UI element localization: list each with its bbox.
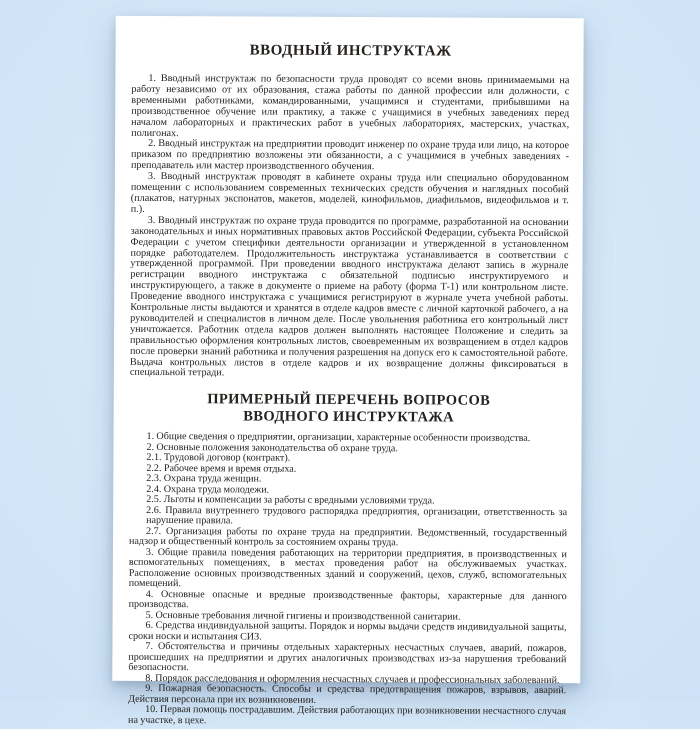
document-title: ВВОДНЫЙ ИНСТРУКТАЖ <box>249 42 452 60</box>
list-item: 3. Общие правила поведения работающих на территории предприятия, в производственных и вспомогательных помещениях, в местах проведения работ на обслуживаемых участках. Расположение основных производственных зданий и сооружений, цехов, служб, вспомогательных помещений. <box>128 546 567 590</box>
section-title: ПРИМЕРНЫЙ ПЕРЕЧЕНЬ ВОПРОСОВ ВВОДНОГО ИНСТРУКТАЖА <box>207 391 491 426</box>
list-item: 2.3. Охрана труда женщин. <box>146 473 262 485</box>
list-item: 4. Основные опасные и вредные производственные факторы, характерные для данного производства. <box>128 588 567 611</box>
list-item: 1. Общие сведения о предприятии, организации, характерные особенности производства. <box>146 431 531 445</box>
paragraph-2: 2. Вводный инструктаж на предприятии проводит инженер по охране труда или лицо, на которое приказом по предприятию возложены эти обязанности, а с учащимися в учебных заведениях - преподаватель или мастер производственного обучения. <box>130 138 570 173</box>
list-item: 2.4. Охрана труда молодежи. <box>146 483 270 496</box>
list-item: 6. Средства индивидуальной защиты. Порядок и нормы выдачи средств индивидуальной защиты, сроки носки и испытания СИЗ. <box>128 620 567 643</box>
list-item: 5. Основные требования личной гигиены и производственной санитарии. <box>145 609 461 623</box>
list-item: 2.7. Организация работы по охране труда на предприятии. Ведомственный, государственный надзор и общественный контроль за состоянием охраны труда. <box>128 525 568 549</box>
list-item: 2.1. Трудовой договор (контракт). <box>146 452 291 465</box>
list-item: 8. Порядок расследования и оформления несчастных случаев и профессиональных заболеваний. <box>145 672 560 686</box>
question-list <box>128 432 568 728</box>
paragraph-4: 3. Вводный инструктаж по охране труда проводится по программе, разработанной на основании законодательных и иных нормативных правовых актов Российской Федерации, субъекта Российской Федерации с учетом специфики деятельности организации и утвержденной в установленном порядке работодателем. Продолжительность инструктажа устанавливается в соответствии с утвержденной программой. При проведении вводного инструктажа делают запись в журнале регистрации вводного инструктажа с обязательной подписью инструктируемого и инструктирующего, а также в документе о приеме на работу (форма Т-1) или контрольном листе. Проведение вводного инструктажа с учащимися регистрируют в журнале учета учебной работы. Контрольные листы выдаются и хранятся в отделе кадров вместе с личной карточкой рабочего, а на руководителей и специалистов в личном деле. После увольнения работника его контрольный лист уничтожается. Работник отдела кадров должен выполнять настоящее Положение и следить за правильностью оформления контрольных листов, своевременным их возвращением в отдел кадров после проверки знаний работника и получения разрешения на допуск его к самостоятельной работе. Выдача контрольных листов в отделе кадров и их возвращение должны фиксироваться в специальной тетради. <box>129 214 569 379</box>
document-page <box>112 16 583 727</box>
list-item: 2. Основные положения законодательства об охране труда. <box>146 441 398 455</box>
list-item: 2.2. Рабочее время и время отдыха. <box>146 462 297 475</box>
list-item: 2.5. Льготы и компенсации за работы с вредными условиями труда. <box>146 494 435 507</box>
list-item: 2.6. Правила внутреннего трудового распорядка предприятия, организации, ответственность за нарушение правила. <box>146 504 568 527</box>
list-item: 9. Пожарная безопасность. Способы и средства предотвращения пожаров, взрывов, аварий. Действия персонала при их возникновении. <box>128 683 567 706</box>
list-item: 7. Обстоятельства и причины отдельных характерных несчастных случаев, аварий, пожаров, происшедших на предприятии и других аналогичных производствах из-за нарушения требований безопасности. <box>128 641 567 674</box>
paragraph-1: 1. Вводный инструктаж по безопасности труда проводят со всеми вновь принимаемыми на работу независимо от их образования, стажа работы по данной профессии или должности, с временными работниками, командированными, учащимися и студентами, прибывшими на производственное обучение или практику, а также с учащимися в учебных заведениях перед началом лабораторных и практических работ в учебных лабораториях, мастерских, участках, полигонах. <box>131 72 570 139</box>
paragraph-3: 3. Вводный инструктаж проводят в кабинете охраны труда или специально оборудованном помещении с использованием современных технических средств обучения и наглядных пособий (плакатов, натурных экспонатов, макетов, моделей, кинофильмов, диафильмов, видеофильмов и т. п.). <box>130 171 569 215</box>
list-item: 10. Первая помощь пострадавшим. Действия работающих при возникновении несчастного случая на участке, в цехе. <box>128 704 567 727</box>
